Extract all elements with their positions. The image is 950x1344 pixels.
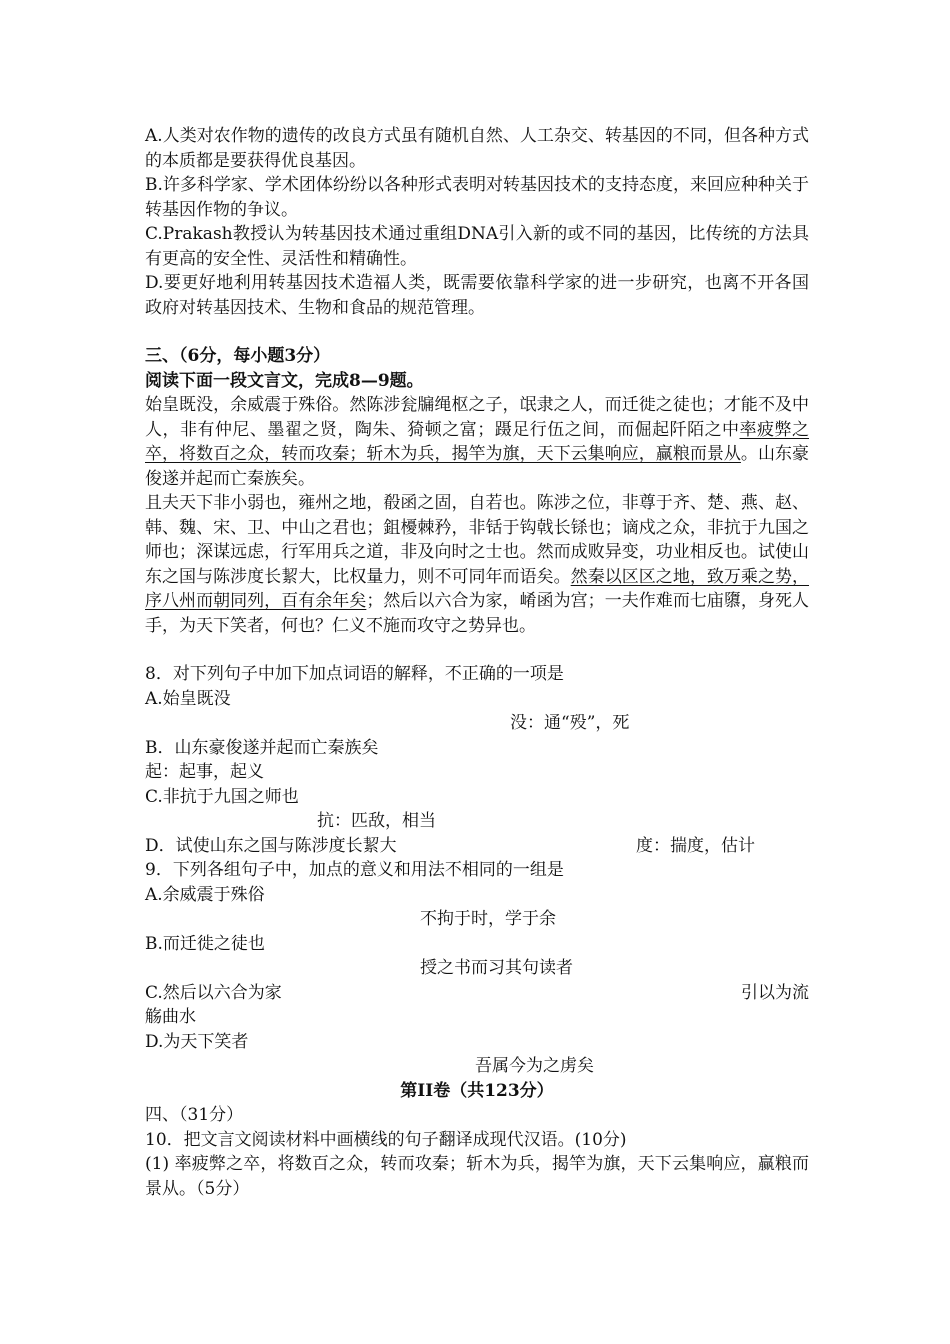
q9-option-a: A.余威震于殊俗 — [145, 884, 265, 905]
q9-option-b-pair: 授之书而习其句读者 — [420, 958, 573, 978]
classical-text-paragraph-2 — [145, 491, 809, 638]
q8-option-d-row — [145, 834, 809, 859]
document-page — [145, 124, 809, 1201]
q8-option-d-gloss: 度：揣度，估计 — [636, 835, 755, 856]
q8-option-b-gloss: 起：起事，起义 — [145, 762, 264, 782]
q9-option-d-pair: 吾属今为之虏矣 — [475, 1056, 594, 1076]
q9-option-c-row — [145, 981, 809, 1006]
q8-option-a-gloss: 没：通“殁”，死 — [510, 713, 630, 733]
para2-underlined-sentence: 然秦以区区之地，致万乘之势，序八州而朝同列，百有余年矣 — [145, 566, 810, 611]
para1-lead: 始皇既没，余威震于殊俗。然陈涉瓮牖绳枢之子，氓隶之人，而迁徙之徒也；才能不及中人，非有仲尼、墨翟之贤，陶朱、猗顿之富；蹑足行伍之间，而倔起阡陌之中 — [145, 395, 809, 440]
para2-tail: ；然后以六合为家，崤函为宫；一夫作难而七庙隳，身死人手，为天下笑者，何也？仁义不施而攻守之势异也。 — [145, 591, 810, 636]
q9-option-b: B.而迁徙之徒也 — [145, 933, 265, 954]
question-10-stem: 10．把文言文阅读材料中画横线的句子翻译成现代汉语。(10分) — [145, 1129, 627, 1150]
classical-text-paragraph-1 — [145, 393, 809, 491]
question-8-stem: 8．对下列句子中加下加点词语的解释，不正确的一项是 — [145, 664, 564, 684]
question-10-1: (1) 率疲弊之卒，将数百之众，转而攻秦；斩木为兵，揭竿为旗，天下云集响应，赢粮而景从。（5分） — [145, 1154, 809, 1199]
section-3-heading: 三、（6分，每小题3分） — [145, 346, 331, 366]
q9-option-c-pair-part1: 引以为流 — [741, 982, 809, 1003]
para2-lead: 且夫天下非小弱也，雍州之地，殽函之固，自若也。陈涉之位，非尊于齐、楚、燕、赵、韩、魏、宋、卫、中山之君也；鉏櫌棘矜，非铦于钩戟长铩也；谪戍之众，非抗于九国之师也；深谋远虑，行军用兵之道，非及向时之士也。然而成败异变，功业相反也。试使山东之国与陈涉度长絜大，比权量力，则不可同年而语矣。 — [145, 493, 809, 587]
section-4-heading: 四、（31分） — [145, 1105, 244, 1125]
option-c: C.Prakash教授认为转基因技术通过重组DNA引入新的或不同的基因，比传统的方法具有更高的安全性、灵活性和精确性。 — [145, 224, 809, 269]
q9-option-c: C.然后以六合为家 — [145, 982, 282, 1003]
q8-option-d: D．试使山东之国与陈涉度长絜大 — [145, 835, 397, 856]
question-9-stem: 9．下列各组句子中，加点的意义和用法不相同的一组是 — [145, 860, 564, 880]
q8-option-c: C.非抗于九国之师也 — [145, 786, 299, 807]
option-a: A.人类对农作物的遗传的改良方式虽有随机自然、人工杂交、转基因的不同，但各种方式的本质都是要获得优良基因。 — [145, 126, 809, 171]
part-2-title: 第II卷（共123分） — [400, 1080, 554, 1101]
para1-underlined-sentence: 率疲弊之卒，将数百之众，转而攻秦；斩木为兵，揭竿为旗，天下云集响应，赢粮而景从 — [145, 419, 810, 464]
q8-option-b: B．山东豪俊遂并起而亡秦族矣 — [145, 737, 379, 758]
q9-option-d: D.为天下笑者 — [145, 1031, 249, 1052]
option-b: B.许多科学家、学术团体纷纷以各种形式表明对转基因技术的支持态度，来回应种种关于转基因作物的争议。 — [145, 175, 809, 220]
option-d: D.要更好地利用转基因技术造福人类，既需要依靠科学家的进一步研究，也离不开各国政府对转基因技术、生物和食品的规范管理。 — [145, 273, 809, 318]
para1-tail: 。山东豪俊遂并起而亡秦族矣。 — [145, 444, 810, 489]
q8-option-c-gloss: 抗：匹敌，相当 — [317, 811, 436, 831]
q9-option-c-pair-part2: 觞曲水 — [145, 1007, 196, 1027]
q8-option-a: A.始皇既没 — [145, 688, 231, 709]
q9-option-a-pair: 不拘于时，学于余 — [420, 909, 556, 929]
section-3-instruction: 阅读下面一段文言文，完成8—9题。 — [145, 370, 424, 391]
